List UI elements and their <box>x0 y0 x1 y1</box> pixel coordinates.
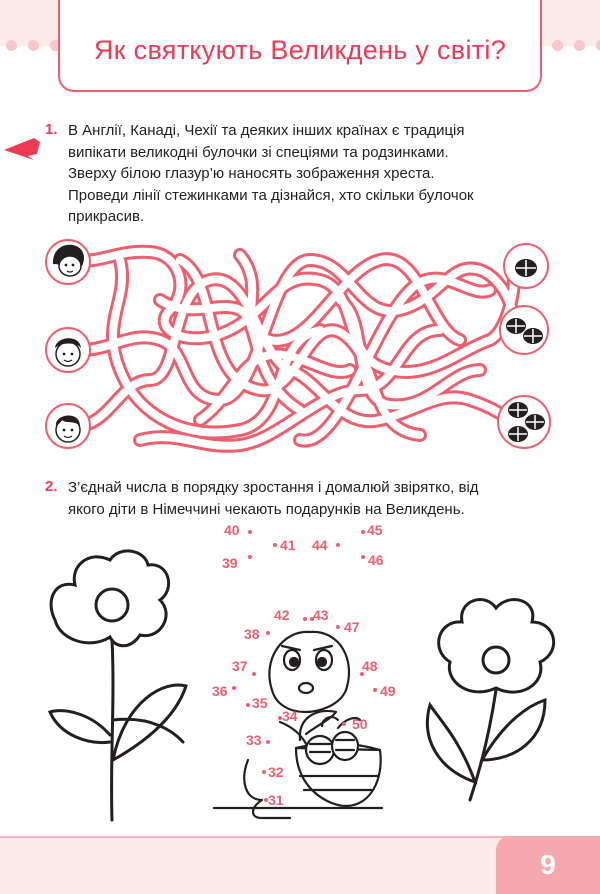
task-1-line: Проведи лінії стежинками та дізнайся, хто скільки булочок <box>68 186 474 204</box>
page-number-tab <box>496 836 600 894</box>
dot-37[interactable] <box>252 672 256 676</box>
dot-35[interactable] <box>246 703 250 707</box>
bun-group-1 <box>504 244 548 288</box>
dot-label: 50 <box>352 716 368 732</box>
bun-icon <box>523 328 543 344</box>
dot-label: 37 <box>232 658 248 674</box>
boy-face-icon <box>46 328 90 372</box>
dot-label: 40 <box>224 522 240 538</box>
dot-label: 32 <box>268 764 284 780</box>
maze-path-interiors <box>76 252 514 446</box>
decor-dot <box>28 40 39 51</box>
boy-face-icon <box>46 404 90 448</box>
task-1-line: випікати великодні булочки зі спеціями та родзинками. <box>68 143 449 161</box>
decor-dot <box>596 40 600 51</box>
dot-33[interactable] <box>266 740 270 744</box>
dot-label: 49 <box>380 683 396 699</box>
dot-to-dot-drawing <box>0 510 600 836</box>
bun-group-2 <box>500 306 548 354</box>
dot-44[interactable] <box>336 543 340 547</box>
task-1-line: Зверху білою глазур’ю наносять зображення хреста. <box>68 165 435 182</box>
title-box <box>58 0 542 92</box>
flower-right-icon <box>427 600 553 800</box>
task-2-line: З’єднай числа в порядку зростання і домалюй звірятко, від <box>68 479 479 496</box>
dot-49[interactable] <box>373 688 377 692</box>
bun-icon <box>508 402 528 418</box>
decor-dot <box>552 40 563 51</box>
dot-36[interactable] <box>232 686 236 690</box>
dot-label: 39 <box>222 555 238 571</box>
dot-50[interactable] <box>342 722 346 726</box>
dot-label: 34 <box>282 708 298 724</box>
maze[interactable] <box>40 230 560 470</box>
bun-icon <box>506 318 526 334</box>
dot-label: 35 <box>252 695 268 711</box>
task-2-line: якого діти в Німеччині чекають подарунків на Великдень. <box>68 500 465 518</box>
girl-face-icon <box>46 240 90 284</box>
dot-45[interactable] <box>361 530 365 534</box>
dot-label: 41 <box>280 537 296 553</box>
ribbon-marker-icon <box>4 136 40 160</box>
bun-icon <box>508 426 528 442</box>
dot-label: 33 <box>246 732 262 748</box>
task-1-line: прикрасив. <box>68 208 145 225</box>
dot-42[interactable] <box>303 617 307 621</box>
decor-dot <box>6 40 17 51</box>
bun-icon <box>525 414 545 430</box>
dot-label: 47 <box>344 619 360 635</box>
task-1-text <box>68 120 474 228</box>
task-2-number: 2. <box>45 478 58 495</box>
dot-47[interactable] <box>336 625 340 629</box>
dot-label: 43 <box>313 607 329 623</box>
dot-32[interactable] <box>262 770 266 774</box>
bun-icon <box>515 259 537 277</box>
dot-41[interactable] <box>273 543 277 547</box>
flower-left-icon <box>50 551 186 820</box>
dot-label: 36 <box>212 683 228 699</box>
dot-label: 48 <box>362 658 378 674</box>
task-1-number: 1. <box>45 121 58 138</box>
dot-label: 44 <box>312 537 328 553</box>
dot-label: 45 <box>367 522 383 538</box>
dot-46[interactable] <box>361 555 365 559</box>
dot-label: 46 <box>368 552 384 568</box>
dot-40[interactable] <box>248 530 252 534</box>
task-1-line: В Англії, Канаді, Чехії та деяких інших країнах є традиція <box>68 122 465 139</box>
dot-label: 42 <box>274 607 290 623</box>
decor-dot <box>574 40 585 51</box>
dot-label: 31 <box>268 792 284 808</box>
bun-group-3 <box>498 396 550 448</box>
dot-38[interactable] <box>266 631 270 635</box>
page-number: 9 <box>540 849 556 880</box>
dot-label: 38 <box>244 626 260 642</box>
dot-39[interactable] <box>248 555 252 559</box>
page-title: Як святкують Великдень у світі? <box>93 35 507 65</box>
